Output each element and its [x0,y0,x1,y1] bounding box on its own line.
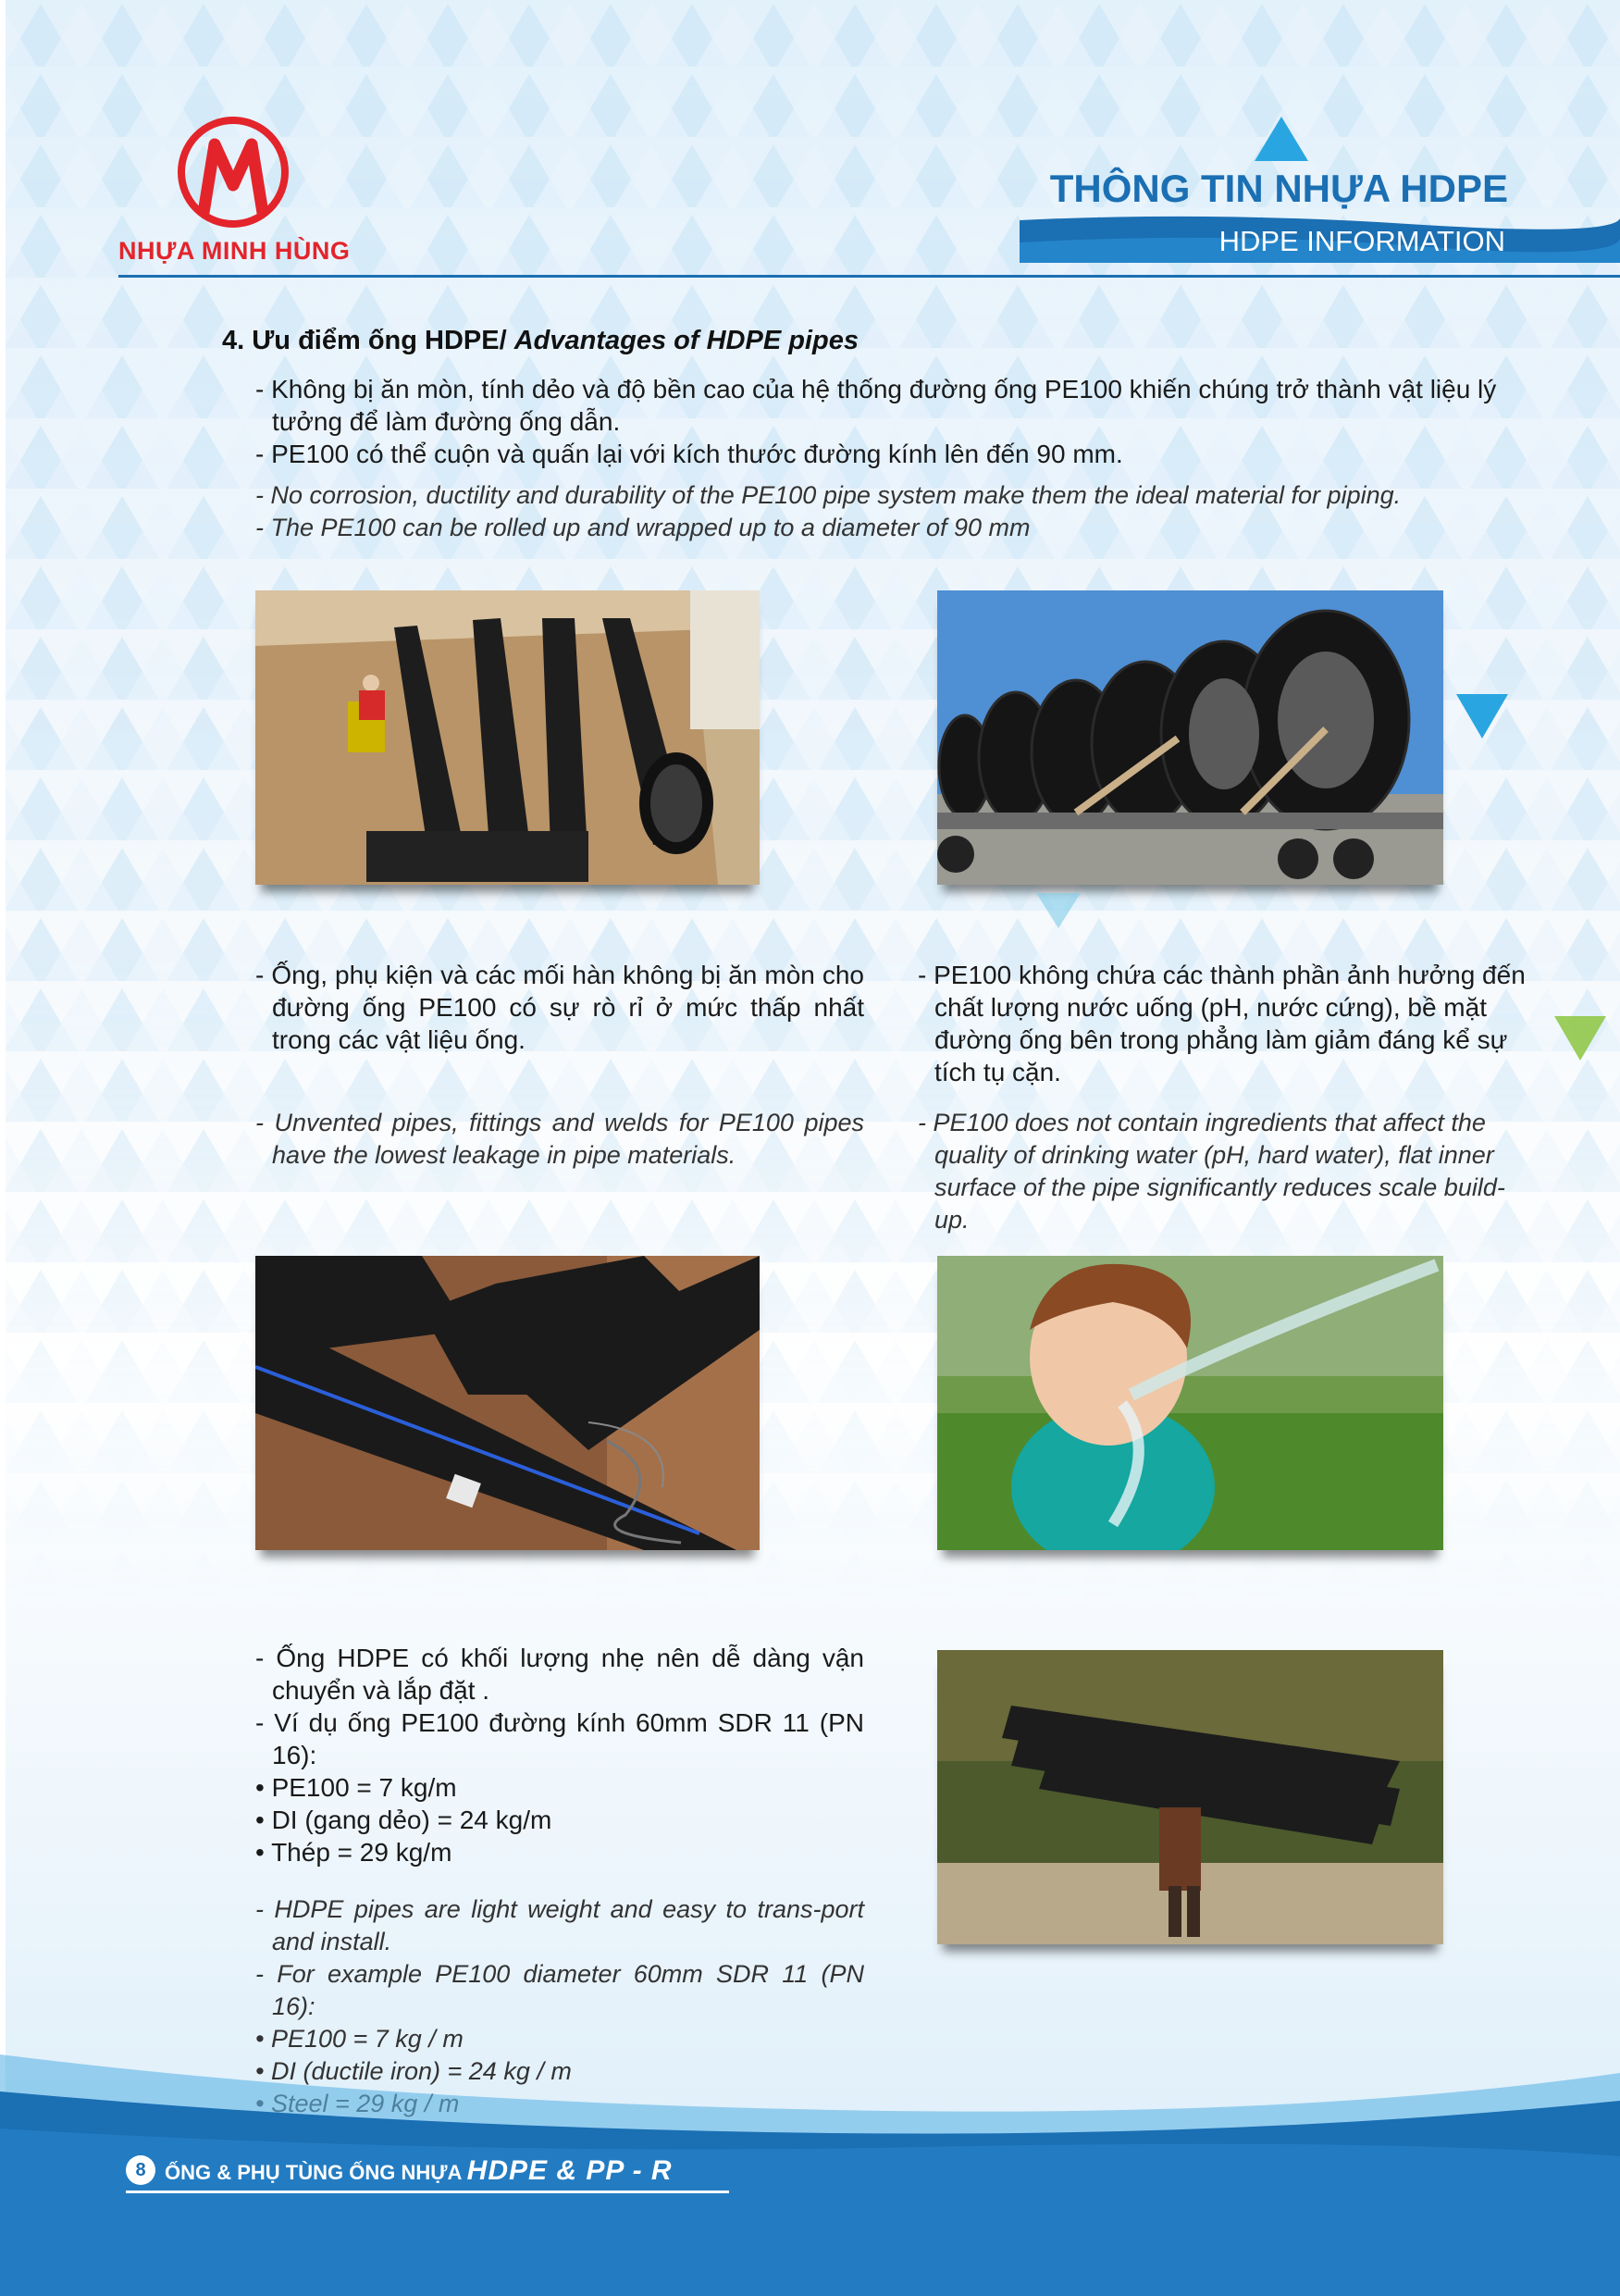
footer-text: ỐNG & PHỤ TÙNG ỐNG NHỰA [165,2161,462,2184]
intro-en-1: - No corrosion, ductility and durability of the PE100 pipe system make them the ideal material for piping. [255,481,1402,509]
right-block-en: - PE100 does not contain ingredients that affect the quality of drinking water (pH, hard water), flat inner surface of the pipe significantly reduces scale build-up. [918,1109,1505,1234]
bottom-en-3: • PE100 = 7 kg / m [255,2025,464,2053]
page-subtitle: HDPE INFORMATION [1218,225,1505,257]
right-block-vi: - PE100 không chứa các thành phần ảnh hưởng đến chất lượng nước uống (pH, nước cứng), bề mặt đường ống bên trong phẳng làm giảm đáng kể sự tích tụ cặn. [918,961,1526,1086]
intro-en-2: - The PE100 can be rolled up and wrapped up to a diameter of 90 mm [255,514,1031,541]
photo-carrying-pipes [937,1650,1443,1944]
decor-triangle-blue-icon [1456,694,1508,738]
photo-child-drinking-water [937,1256,1443,1550]
bottom-vi-5: • Thép = 29 kg/m [255,1838,452,1867]
photo-pipe-fittings [255,1256,760,1550]
left-page-edge [0,0,6,2296]
section-title-separator: / [499,326,514,355]
footer-brand: HDPE & PP - R [466,2155,673,2186]
photo-coiled-pipes-truck [937,590,1443,885]
bottom-vi-1: - Ống HDPE có khối lượng nhẹ nên dễ dàng vận chuyển và lắp đặt . [255,1644,864,1705]
bottom-vi-4: • DI (gang dẻo) = 24 kg/m [255,1806,552,1834]
bottom-vi-2: - Ví dụ ống PE100 đường kính 60mm SDR 11 (PN 16): [255,1708,864,1769]
footer-underline [126,2191,729,2193]
logo-text: NHỰA MINH HÙNG [118,237,351,265]
page-number-badge: 8 [126,2155,155,2185]
section-title [222,326,859,356]
page-title: THÔNG TIN NHỰA HDPE [1049,167,1508,210]
intro-vi-1: - Không bị ăn mòn, tính dẻo và độ bền cao của hệ thống đường ống PE100 khiến chúng trở thành vật liệu lý tưởng để làm đường ống dẫn. [255,375,1497,436]
bottom-vi-3: • PE100 = 7 kg/m [255,1773,457,1802]
section-title-vi: 4. Ưu điểm ống HDPE [222,326,500,355]
decor-triangle-green-icon [1554,1016,1606,1061]
section-title-en: Advantages of HDPE pipes [513,326,859,355]
bottom-en-1: - HDPE pipes are light weight and easy to trans-port and install. [255,1895,864,1955]
photo-pipe-trench [255,590,760,885]
bottom-en-2: - For example PE100 diameter 60mm SDR 11 (PN 16): [255,1960,864,2020]
intro-vi-2: - PE100 có thể cuộn và quấn lại với kích thước đường kính lên đến 90 mm. [255,440,1123,468]
bottom-en-4: • DI (ductile iron) = 24 kg / m [255,2057,572,2085]
left-block-en: - Unvented pipes, fittings and welds for PE100 pipes have the lowest leakage in pipe materials. [255,1109,864,1169]
footer-caption [165,2155,673,2187]
header-divider [118,275,1620,278]
decor-triangle-small-icon [1036,893,1081,928]
left-block-vi: - Ống, phụ kiện và các mối hàn không bị ăn mòn cho đường ống PE100 có sự rò rỉ ở mức thấp nhất trong các vật liệu ống. [255,961,864,1054]
header-triangle-icon [1255,117,1308,161]
